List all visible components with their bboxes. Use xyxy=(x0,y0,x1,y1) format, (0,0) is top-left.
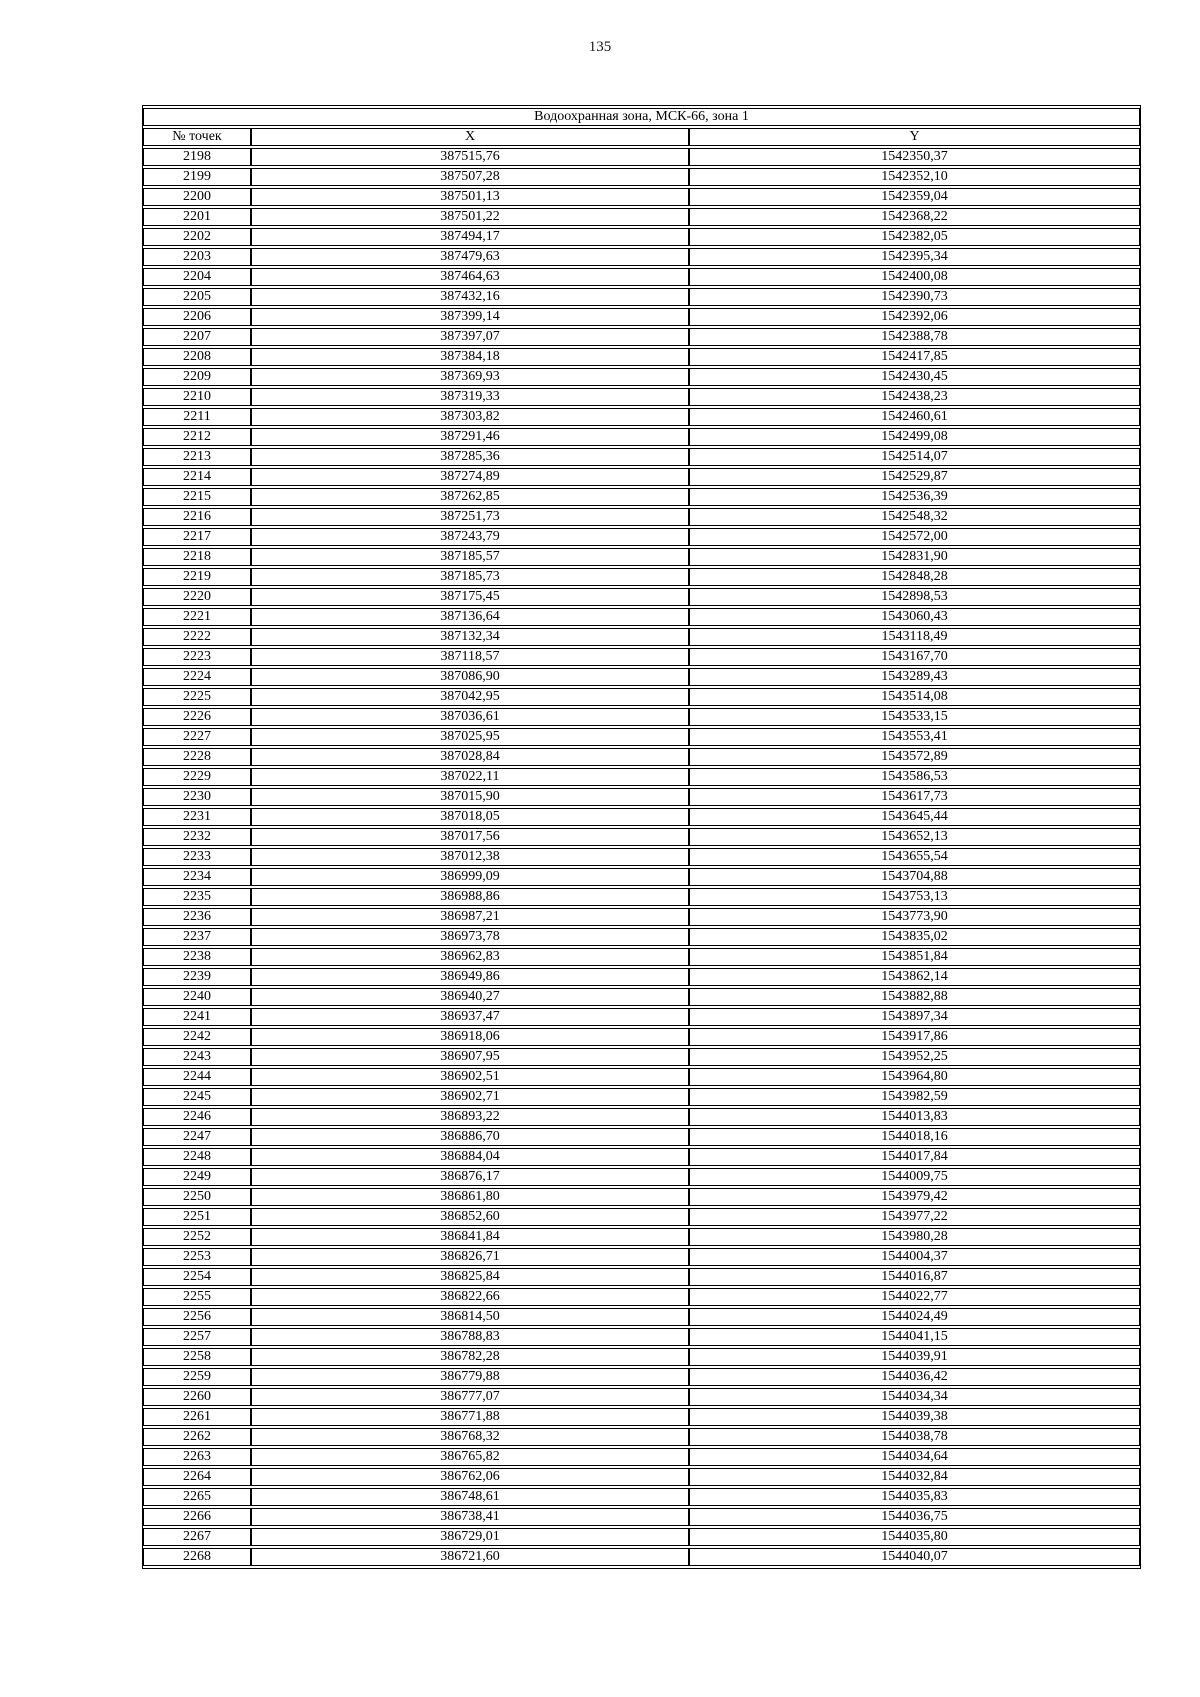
cell-x: 386738,41 xyxy=(251,1508,689,1526)
table-row xyxy=(143,188,1140,206)
cell-x: 387494,17 xyxy=(251,228,689,246)
cell-y: 1543289,43 xyxy=(689,668,1140,686)
cell-x: 387175,45 xyxy=(251,588,689,606)
cell-y: 1544034,64 xyxy=(689,1448,1140,1466)
table-row xyxy=(143,168,1140,186)
table-row xyxy=(143,708,1140,726)
cell-x: 386777,07 xyxy=(251,1388,689,1406)
table-row xyxy=(143,988,1140,1006)
cell-y: 1543977,22 xyxy=(689,1208,1140,1226)
cell-point-number: 2225 xyxy=(143,688,251,706)
cell-y: 1543964,80 xyxy=(689,1068,1140,1086)
cell-point-number: 2203 xyxy=(143,248,251,266)
cell-point-number: 2243 xyxy=(143,1048,251,1066)
cell-point-number: 2213 xyxy=(143,448,251,466)
cell-x: 387464,63 xyxy=(251,268,689,286)
cell-x: 387017,56 xyxy=(251,828,689,846)
cell-point-number: 2235 xyxy=(143,888,251,906)
cell-y: 1542499,08 xyxy=(689,428,1140,446)
cell-y: 1543652,13 xyxy=(689,828,1140,846)
cell-y: 1543773,90 xyxy=(689,908,1140,926)
cell-x: 387501,13 xyxy=(251,188,689,206)
cell-y: 1543979,42 xyxy=(689,1188,1140,1206)
cell-point-number: 2204 xyxy=(143,268,251,286)
cell-x: 386825,84 xyxy=(251,1268,689,1286)
table-row xyxy=(143,1368,1140,1386)
cell-point-number: 2208 xyxy=(143,348,251,366)
cell-y: 1544035,80 xyxy=(689,1528,1140,1546)
cell-point-number: 2241 xyxy=(143,1008,251,1026)
cell-y: 1544034,34 xyxy=(689,1388,1140,1406)
table-row xyxy=(143,1148,1140,1166)
cell-x: 387018,05 xyxy=(251,808,689,826)
cell-x: 386826,71 xyxy=(251,1248,689,1266)
cell-point-number: 2253 xyxy=(143,1248,251,1266)
table-row xyxy=(143,888,1140,906)
cell-point-number: 2251 xyxy=(143,1208,251,1226)
cell-point-number: 2210 xyxy=(143,388,251,406)
cell-x: 387384,18 xyxy=(251,348,689,366)
cell-point-number: 2237 xyxy=(143,928,251,946)
cell-point-number: 2207 xyxy=(143,328,251,346)
cell-point-number: 2264 xyxy=(143,1468,251,1486)
cell-y: 1542536,39 xyxy=(689,488,1140,506)
cell-point-number: 2267 xyxy=(143,1528,251,1546)
cell-y: 1544040,07 xyxy=(689,1548,1140,1566)
cell-y: 1542438,23 xyxy=(689,388,1140,406)
cell-point-number: 2231 xyxy=(143,808,251,826)
cell-point-number: 2249 xyxy=(143,1168,251,1186)
cell-x: 387399,14 xyxy=(251,308,689,326)
cell-x: 386886,70 xyxy=(251,1128,689,1146)
cell-y: 1544013,83 xyxy=(689,1108,1140,1126)
table-row xyxy=(143,1028,1140,1046)
cell-point-number: 2202 xyxy=(143,228,251,246)
cell-point-number: 2200 xyxy=(143,188,251,206)
table-row xyxy=(143,548,1140,566)
table-row xyxy=(143,1288,1140,1306)
cell-y: 1542382,05 xyxy=(689,228,1140,246)
table-row xyxy=(143,1128,1140,1146)
cell-x: 387136,64 xyxy=(251,608,689,626)
cell-x: 387262,85 xyxy=(251,488,689,506)
cell-x: 387274,89 xyxy=(251,468,689,486)
cell-y: 1542392,06 xyxy=(689,308,1140,326)
cell-x: 386788,83 xyxy=(251,1328,689,1346)
cell-x: 387042,95 xyxy=(251,688,689,706)
table-row xyxy=(143,508,1140,526)
cell-x: 386762,06 xyxy=(251,1468,689,1486)
table-row xyxy=(143,428,1140,446)
cell-x: 387397,07 xyxy=(251,328,689,346)
cell-y: 1543897,34 xyxy=(689,1008,1140,1026)
cell-y: 1544018,16 xyxy=(689,1128,1140,1146)
cell-point-number: 2255 xyxy=(143,1288,251,1306)
table-row xyxy=(143,1108,1140,1126)
cell-x: 387025,95 xyxy=(251,728,689,746)
cell-point-number: 2227 xyxy=(143,728,251,746)
cell-y: 1542898,53 xyxy=(689,588,1140,606)
cell-y: 1542368,22 xyxy=(689,208,1140,226)
cell-x: 386782,28 xyxy=(251,1348,689,1366)
cell-point-number: 2234 xyxy=(143,868,251,886)
cell-point-number: 2244 xyxy=(143,1068,251,1086)
table-row xyxy=(143,968,1140,986)
table-row xyxy=(143,1168,1140,1186)
table-row xyxy=(143,688,1140,706)
cell-point-number: 2221 xyxy=(143,608,251,626)
cell-y: 1542388,78 xyxy=(689,328,1140,346)
table-row xyxy=(143,668,1140,686)
cell-point-number: 2198 xyxy=(143,148,251,166)
table-body xyxy=(143,148,1140,1566)
cell-y: 1543645,44 xyxy=(689,808,1140,826)
cell-y: 1544032,84 xyxy=(689,1468,1140,1486)
cell-y: 1542417,85 xyxy=(689,348,1140,366)
cell-point-number: 2250 xyxy=(143,1188,251,1206)
table-row xyxy=(143,1528,1140,1546)
cell-x: 387118,57 xyxy=(251,648,689,666)
cell-y: 1543572,89 xyxy=(689,748,1140,766)
cell-point-number: 2263 xyxy=(143,1448,251,1466)
cell-y: 1543952,25 xyxy=(689,1048,1140,1066)
cell-point-number: 2215 xyxy=(143,488,251,506)
table-row xyxy=(143,1008,1140,1026)
cell-y: 1542831,90 xyxy=(689,548,1140,566)
table-row xyxy=(143,528,1140,546)
column-header-row xyxy=(143,128,1140,146)
table-row xyxy=(143,308,1140,326)
cell-y: 1542359,04 xyxy=(689,188,1140,206)
cell-x: 387303,82 xyxy=(251,408,689,426)
column-header-point-number: № точек xyxy=(143,128,251,146)
cell-point-number: 2218 xyxy=(143,548,251,566)
cell-x: 387015,90 xyxy=(251,788,689,806)
table-row xyxy=(143,1088,1140,1106)
cell-x: 386841,84 xyxy=(251,1228,689,1246)
table-row xyxy=(143,568,1140,586)
cell-point-number: 2239 xyxy=(143,968,251,986)
table-row xyxy=(143,1548,1140,1566)
cell-x: 386721,60 xyxy=(251,1548,689,1566)
cell-x: 386918,06 xyxy=(251,1028,689,1046)
cell-y: 1544039,91 xyxy=(689,1348,1140,1366)
cell-point-number: 2242 xyxy=(143,1028,251,1046)
table-title-row xyxy=(143,108,1140,126)
cell-y: 1542572,00 xyxy=(689,528,1140,546)
cell-y: 1542460,61 xyxy=(689,408,1140,426)
cell-y: 1543980,28 xyxy=(689,1228,1140,1246)
cell-x: 387319,33 xyxy=(251,388,689,406)
table-row xyxy=(143,1408,1140,1426)
cell-x: 387501,22 xyxy=(251,208,689,226)
cell-y: 1542390,73 xyxy=(689,288,1140,306)
cell-x: 386861,80 xyxy=(251,1188,689,1206)
table-row xyxy=(143,328,1140,346)
cell-x: 387086,90 xyxy=(251,668,689,686)
cell-x: 386902,71 xyxy=(251,1088,689,1106)
cell-x: 386902,51 xyxy=(251,1068,689,1086)
table-row xyxy=(143,1448,1140,1466)
table-row xyxy=(143,368,1140,386)
cell-y: 1543514,08 xyxy=(689,688,1140,706)
coordinates-table xyxy=(142,105,1141,1569)
cell-x: 386973,78 xyxy=(251,928,689,946)
table-row xyxy=(143,1488,1140,1506)
table-row xyxy=(143,1508,1140,1526)
table-row xyxy=(143,408,1140,426)
cell-y: 1543118,49 xyxy=(689,628,1140,646)
cell-y: 1544039,38 xyxy=(689,1408,1140,1426)
cell-point-number: 2201 xyxy=(143,208,251,226)
cell-point-number: 2229 xyxy=(143,768,251,786)
cell-y: 1543617,73 xyxy=(689,788,1140,806)
table-row xyxy=(143,808,1140,826)
table-row xyxy=(143,348,1140,366)
cell-y: 1544017,84 xyxy=(689,1148,1140,1166)
table-row xyxy=(143,868,1140,886)
cell-point-number: 2216 xyxy=(143,508,251,526)
table-row xyxy=(143,788,1140,806)
cell-x: 387022,11 xyxy=(251,768,689,786)
cell-point-number: 2240 xyxy=(143,988,251,1006)
cell-point-number: 2258 xyxy=(143,1348,251,1366)
cell-x: 387012,38 xyxy=(251,848,689,866)
cell-x: 386988,86 xyxy=(251,888,689,906)
cell-x: 386822,66 xyxy=(251,1288,689,1306)
cell-y: 1542350,37 xyxy=(689,148,1140,166)
table-row xyxy=(143,148,1140,166)
cell-point-number: 2205 xyxy=(143,288,251,306)
cell-x: 386729,01 xyxy=(251,1528,689,1546)
cell-point-number: 2259 xyxy=(143,1368,251,1386)
cell-y: 1544016,87 xyxy=(689,1268,1140,1286)
cell-x: 386768,32 xyxy=(251,1428,689,1446)
cell-point-number: 2266 xyxy=(143,1508,251,1526)
cell-y: 1542514,07 xyxy=(689,448,1140,466)
cell-y: 1544004,37 xyxy=(689,1248,1140,1266)
table-row xyxy=(143,268,1140,286)
table-row xyxy=(143,1208,1140,1226)
cell-x: 386852,60 xyxy=(251,1208,689,1226)
table-row xyxy=(143,648,1140,666)
cell-point-number: 2217 xyxy=(143,528,251,546)
cell-x: 386962,83 xyxy=(251,948,689,966)
cell-x: 386771,88 xyxy=(251,1408,689,1426)
cell-x: 387479,63 xyxy=(251,248,689,266)
cell-point-number: 2265 xyxy=(143,1488,251,1506)
cell-y: 1544036,42 xyxy=(689,1368,1140,1386)
cell-x: 387285,36 xyxy=(251,448,689,466)
cell-x: 386876,17 xyxy=(251,1168,689,1186)
table-row xyxy=(143,228,1140,246)
column-header-x: X xyxy=(251,128,689,146)
cell-x: 387132,34 xyxy=(251,628,689,646)
table-row xyxy=(143,848,1140,866)
table-row xyxy=(143,608,1140,626)
cell-point-number: 2223 xyxy=(143,648,251,666)
table-row xyxy=(143,1188,1140,1206)
table-row xyxy=(143,1328,1140,1346)
cell-y: 1544024,49 xyxy=(689,1308,1140,1326)
table-row xyxy=(143,1268,1140,1286)
table-row xyxy=(143,768,1140,786)
cell-point-number: 2209 xyxy=(143,368,251,386)
table-row xyxy=(143,248,1140,266)
cell-y: 1544009,75 xyxy=(689,1168,1140,1186)
table-row xyxy=(143,588,1140,606)
cell-point-number: 2199 xyxy=(143,168,251,186)
table-row xyxy=(143,448,1140,466)
cell-x: 387251,73 xyxy=(251,508,689,526)
cell-y: 1543167,70 xyxy=(689,648,1140,666)
cell-y: 1542400,08 xyxy=(689,268,1140,286)
cell-x: 386814,50 xyxy=(251,1308,689,1326)
cell-point-number: 2257 xyxy=(143,1328,251,1346)
cell-point-number: 2211 xyxy=(143,408,251,426)
cell-x: 386765,82 xyxy=(251,1448,689,1466)
cell-point-number: 2220 xyxy=(143,588,251,606)
cell-point-number: 2232 xyxy=(143,828,251,846)
cell-y: 1543851,84 xyxy=(689,948,1140,966)
cell-y: 1543917,86 xyxy=(689,1028,1140,1046)
cell-point-number: 2238 xyxy=(143,948,251,966)
cell-point-number: 2233 xyxy=(143,848,251,866)
cell-y: 1543553,41 xyxy=(689,728,1140,746)
cell-point-number: 2247 xyxy=(143,1128,251,1146)
table-header xyxy=(143,108,1140,146)
table-row xyxy=(143,908,1140,926)
table-row xyxy=(143,1048,1140,1066)
cell-x: 386893,22 xyxy=(251,1108,689,1126)
cell-x: 387515,76 xyxy=(251,148,689,166)
cell-point-number: 2228 xyxy=(143,748,251,766)
table-row xyxy=(143,288,1140,306)
cell-x: 387036,61 xyxy=(251,708,689,726)
cell-x: 387185,57 xyxy=(251,548,689,566)
cell-point-number: 2248 xyxy=(143,1148,251,1166)
table-row xyxy=(143,1348,1140,1366)
table-row xyxy=(143,488,1140,506)
cell-x: 386907,95 xyxy=(251,1048,689,1066)
cell-point-number: 2224 xyxy=(143,668,251,686)
table-row xyxy=(143,468,1140,486)
cell-y: 1544022,77 xyxy=(689,1288,1140,1306)
table-row xyxy=(143,948,1140,966)
table-row xyxy=(143,208,1140,226)
table-row xyxy=(143,628,1140,646)
cell-point-number: 2219 xyxy=(143,568,251,586)
cell-x: 387369,93 xyxy=(251,368,689,386)
cell-point-number: 2206 xyxy=(143,308,251,326)
column-header-y: Y xyxy=(689,128,1140,146)
cell-point-number: 2226 xyxy=(143,708,251,726)
cell-y: 1543655,54 xyxy=(689,848,1140,866)
page-number: 135 xyxy=(588,39,612,55)
cell-point-number: 2252 xyxy=(143,1228,251,1246)
cell-x: 386779,88 xyxy=(251,1368,689,1386)
cell-x: 386999,09 xyxy=(251,868,689,886)
cell-point-number: 2230 xyxy=(143,788,251,806)
cell-y: 1542395,34 xyxy=(689,248,1140,266)
table-row xyxy=(143,1228,1140,1246)
cell-x: 386949,86 xyxy=(251,968,689,986)
cell-point-number: 2268 xyxy=(143,1548,251,1566)
table-row xyxy=(143,1068,1140,1086)
cell-y: 1543586,53 xyxy=(689,768,1140,786)
cell-point-number: 2261 xyxy=(143,1408,251,1426)
cell-y: 1542529,87 xyxy=(689,468,1140,486)
cell-x: 387507,28 xyxy=(251,168,689,186)
cell-point-number: 2214 xyxy=(143,468,251,486)
cell-y: 1543982,59 xyxy=(689,1088,1140,1106)
cell-x: 386937,47 xyxy=(251,1008,689,1026)
cell-x: 386748,61 xyxy=(251,1488,689,1506)
table-row xyxy=(143,1428,1140,1446)
table-title: Водоохранная зона, МСК-66, зона 1 xyxy=(143,108,1140,126)
cell-x: 386987,21 xyxy=(251,908,689,926)
cell-point-number: 2236 xyxy=(143,908,251,926)
table-row xyxy=(143,728,1140,746)
cell-x: 387185,73 xyxy=(251,568,689,586)
cell-x: 387291,46 xyxy=(251,428,689,446)
cell-point-number: 2212 xyxy=(143,428,251,446)
table-row xyxy=(143,928,1140,946)
cell-x: 387243,79 xyxy=(251,528,689,546)
cell-y: 1544038,78 xyxy=(689,1428,1140,1446)
cell-y: 1543060,43 xyxy=(689,608,1140,626)
cell-y: 1544036,75 xyxy=(689,1508,1140,1526)
cell-x: 386884,04 xyxy=(251,1148,689,1166)
cell-y: 1543882,88 xyxy=(689,988,1140,1006)
cell-y: 1542430,45 xyxy=(689,368,1140,386)
cell-y: 1544035,83 xyxy=(689,1488,1140,1506)
cell-y: 1542548,32 xyxy=(689,508,1140,526)
table-row xyxy=(143,1468,1140,1486)
table-row xyxy=(143,828,1140,846)
cell-point-number: 2256 xyxy=(143,1308,251,1326)
cell-y: 1543533,15 xyxy=(689,708,1140,726)
cell-point-number: 2245 xyxy=(143,1088,251,1106)
cell-y: 1542848,28 xyxy=(689,568,1140,586)
cell-point-number: 2260 xyxy=(143,1388,251,1406)
table-row xyxy=(143,1248,1140,1266)
table-row xyxy=(143,388,1140,406)
cell-y: 1542352,10 xyxy=(689,168,1140,186)
cell-y: 1544041,15 xyxy=(689,1328,1140,1346)
table-row xyxy=(143,748,1140,766)
cell-x: 386940,27 xyxy=(251,988,689,1006)
cell-point-number: 2246 xyxy=(143,1108,251,1126)
cell-point-number: 2222 xyxy=(143,628,251,646)
cell-x: 387432,16 xyxy=(251,288,689,306)
cell-y: 1543753,13 xyxy=(689,888,1140,906)
cell-point-number: 2262 xyxy=(143,1428,251,1446)
cell-y: 1543835,02 xyxy=(689,928,1140,946)
cell-point-number: 2254 xyxy=(143,1268,251,1286)
cell-y: 1543862,14 xyxy=(689,968,1140,986)
table-row xyxy=(143,1388,1140,1406)
cell-x: 387028,84 xyxy=(251,748,689,766)
table-row xyxy=(143,1308,1140,1326)
cell-y: 1543704,88 xyxy=(689,868,1140,886)
